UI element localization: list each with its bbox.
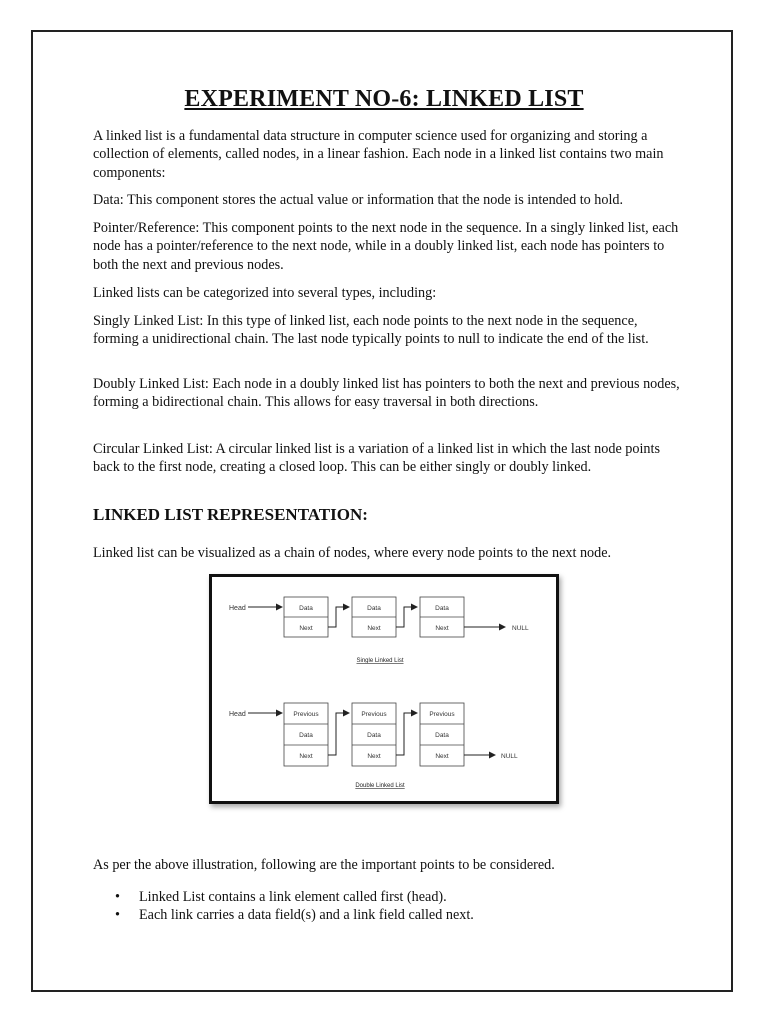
pointer-component-paragraph: Pointer/Reference: This component points to the next node in the sequence. In a singly linked list, each node has a pointer/reference to the next node, while in a doubly linked list, each node has pointers to both the next and previous nodes.: [93, 220, 679, 273]
double-null-label: NULL: [501, 753, 518, 760]
bullet-icon: •: [115, 889, 120, 905]
representation-intro: Linked list can be visualized as a chain of nodes, where every node points to the next node.: [93, 545, 612, 561]
double-link-arrow-1: [328, 713, 349, 755]
double-node-2-data-cell: Data: [367, 732, 381, 739]
list-item-text: Each link carries a data field(s) and a link field called next.: [139, 906, 474, 923]
double-node-3-next-cell: Next: [435, 753, 449, 760]
single-node-1-data-cell: Data: [299, 605, 313, 612]
types-intro-paragraph: Linked lists can be categorized into several types, including:: [93, 285, 437, 301]
double-node-3-previous-cell: Previous: [429, 711, 455, 718]
single-node-3: [420, 597, 464, 637]
section-heading: LINKED LIST REPRESENTATION:: [93, 505, 368, 524]
double-node-1-previous-cell: Previous: [293, 711, 319, 718]
double-list-caption: Double Linked List: [355, 783, 405, 789]
intro-paragraph: A linked list is a fundamental data structure in computer science used for organizing and storing a collection of elements, called nodes, in a linear fashion. Each node in a linked list contains two main components:: [93, 128, 664, 181]
document-title: EXPERIMENT NO-6: LINKED LIST: [184, 86, 584, 112]
double-node-1-data-cell: Data: [299, 732, 313, 739]
linked-list-figure: [209, 574, 559, 804]
double-node-1: [284, 703, 328, 766]
single-node-1-next-cell: Next: [299, 625, 313, 632]
single-node-2: [352, 597, 396, 637]
double-node-1-next-cell: Next: [299, 753, 313, 760]
single-node-3-next-cell: Next: [435, 625, 449, 632]
key-points-list: [112, 889, 474, 924]
list-item: [112, 907, 474, 925]
double-node-3: [420, 703, 464, 766]
single-null-label: NULL: [512, 625, 529, 632]
singly-linked-paragraph: Singly Linked List: In this type of linked list, each node points to the next node in the sequence, forming a unidirectional chain. The last node typically points to null to indicate the end of the list.: [93, 313, 649, 348]
double-node-2: [352, 703, 396, 766]
single-node-2-next-cell: Next: [367, 625, 381, 632]
linked-list-diagram: [212, 577, 556, 801]
single-node-1: [284, 597, 328, 637]
list-item: [112, 889, 474, 907]
double-link-arrow-2: [396, 713, 417, 755]
data-component-paragraph: Data: This component stores the actual value or information that the node is intended to hold.: [93, 192, 624, 208]
single-link-arrow-2: [396, 607, 417, 627]
circular-linked-paragraph: Circular Linked List: A circular linked list is a variation of a linked list in which the last node points back to the first node, creating a closed loop. This can be either singly or doubly linked.: [93, 441, 660, 476]
double-node-2-next-cell: Next: [367, 753, 381, 760]
double-node-3-data-cell: Data: [435, 732, 449, 739]
single-link-arrow-1: [328, 607, 349, 627]
single-list-caption: Single Linked List: [356, 658, 404, 664]
double-node-2-previous-cell: Previous: [361, 711, 387, 718]
list-item-text: Linked List contains a link element called first (head).: [139, 889, 447, 905]
single-head-label: Head: [229, 605, 246, 612]
bullet-icon: •: [115, 906, 120, 923]
doubly-linked-paragraph: Doubly Linked List: Each node in a doubly linked list has pointers to both the next and previous nodes, forming a bidirectional chain. This allows for easy traversal in both directions.: [93, 376, 680, 411]
double-head-label: Head: [229, 711, 246, 718]
illustration-intro: As per the above illustration, following are the important points to be considered.: [93, 857, 555, 873]
single-node-3-data-cell: Data: [435, 605, 449, 612]
single-node-2-data-cell: Data: [367, 605, 381, 612]
